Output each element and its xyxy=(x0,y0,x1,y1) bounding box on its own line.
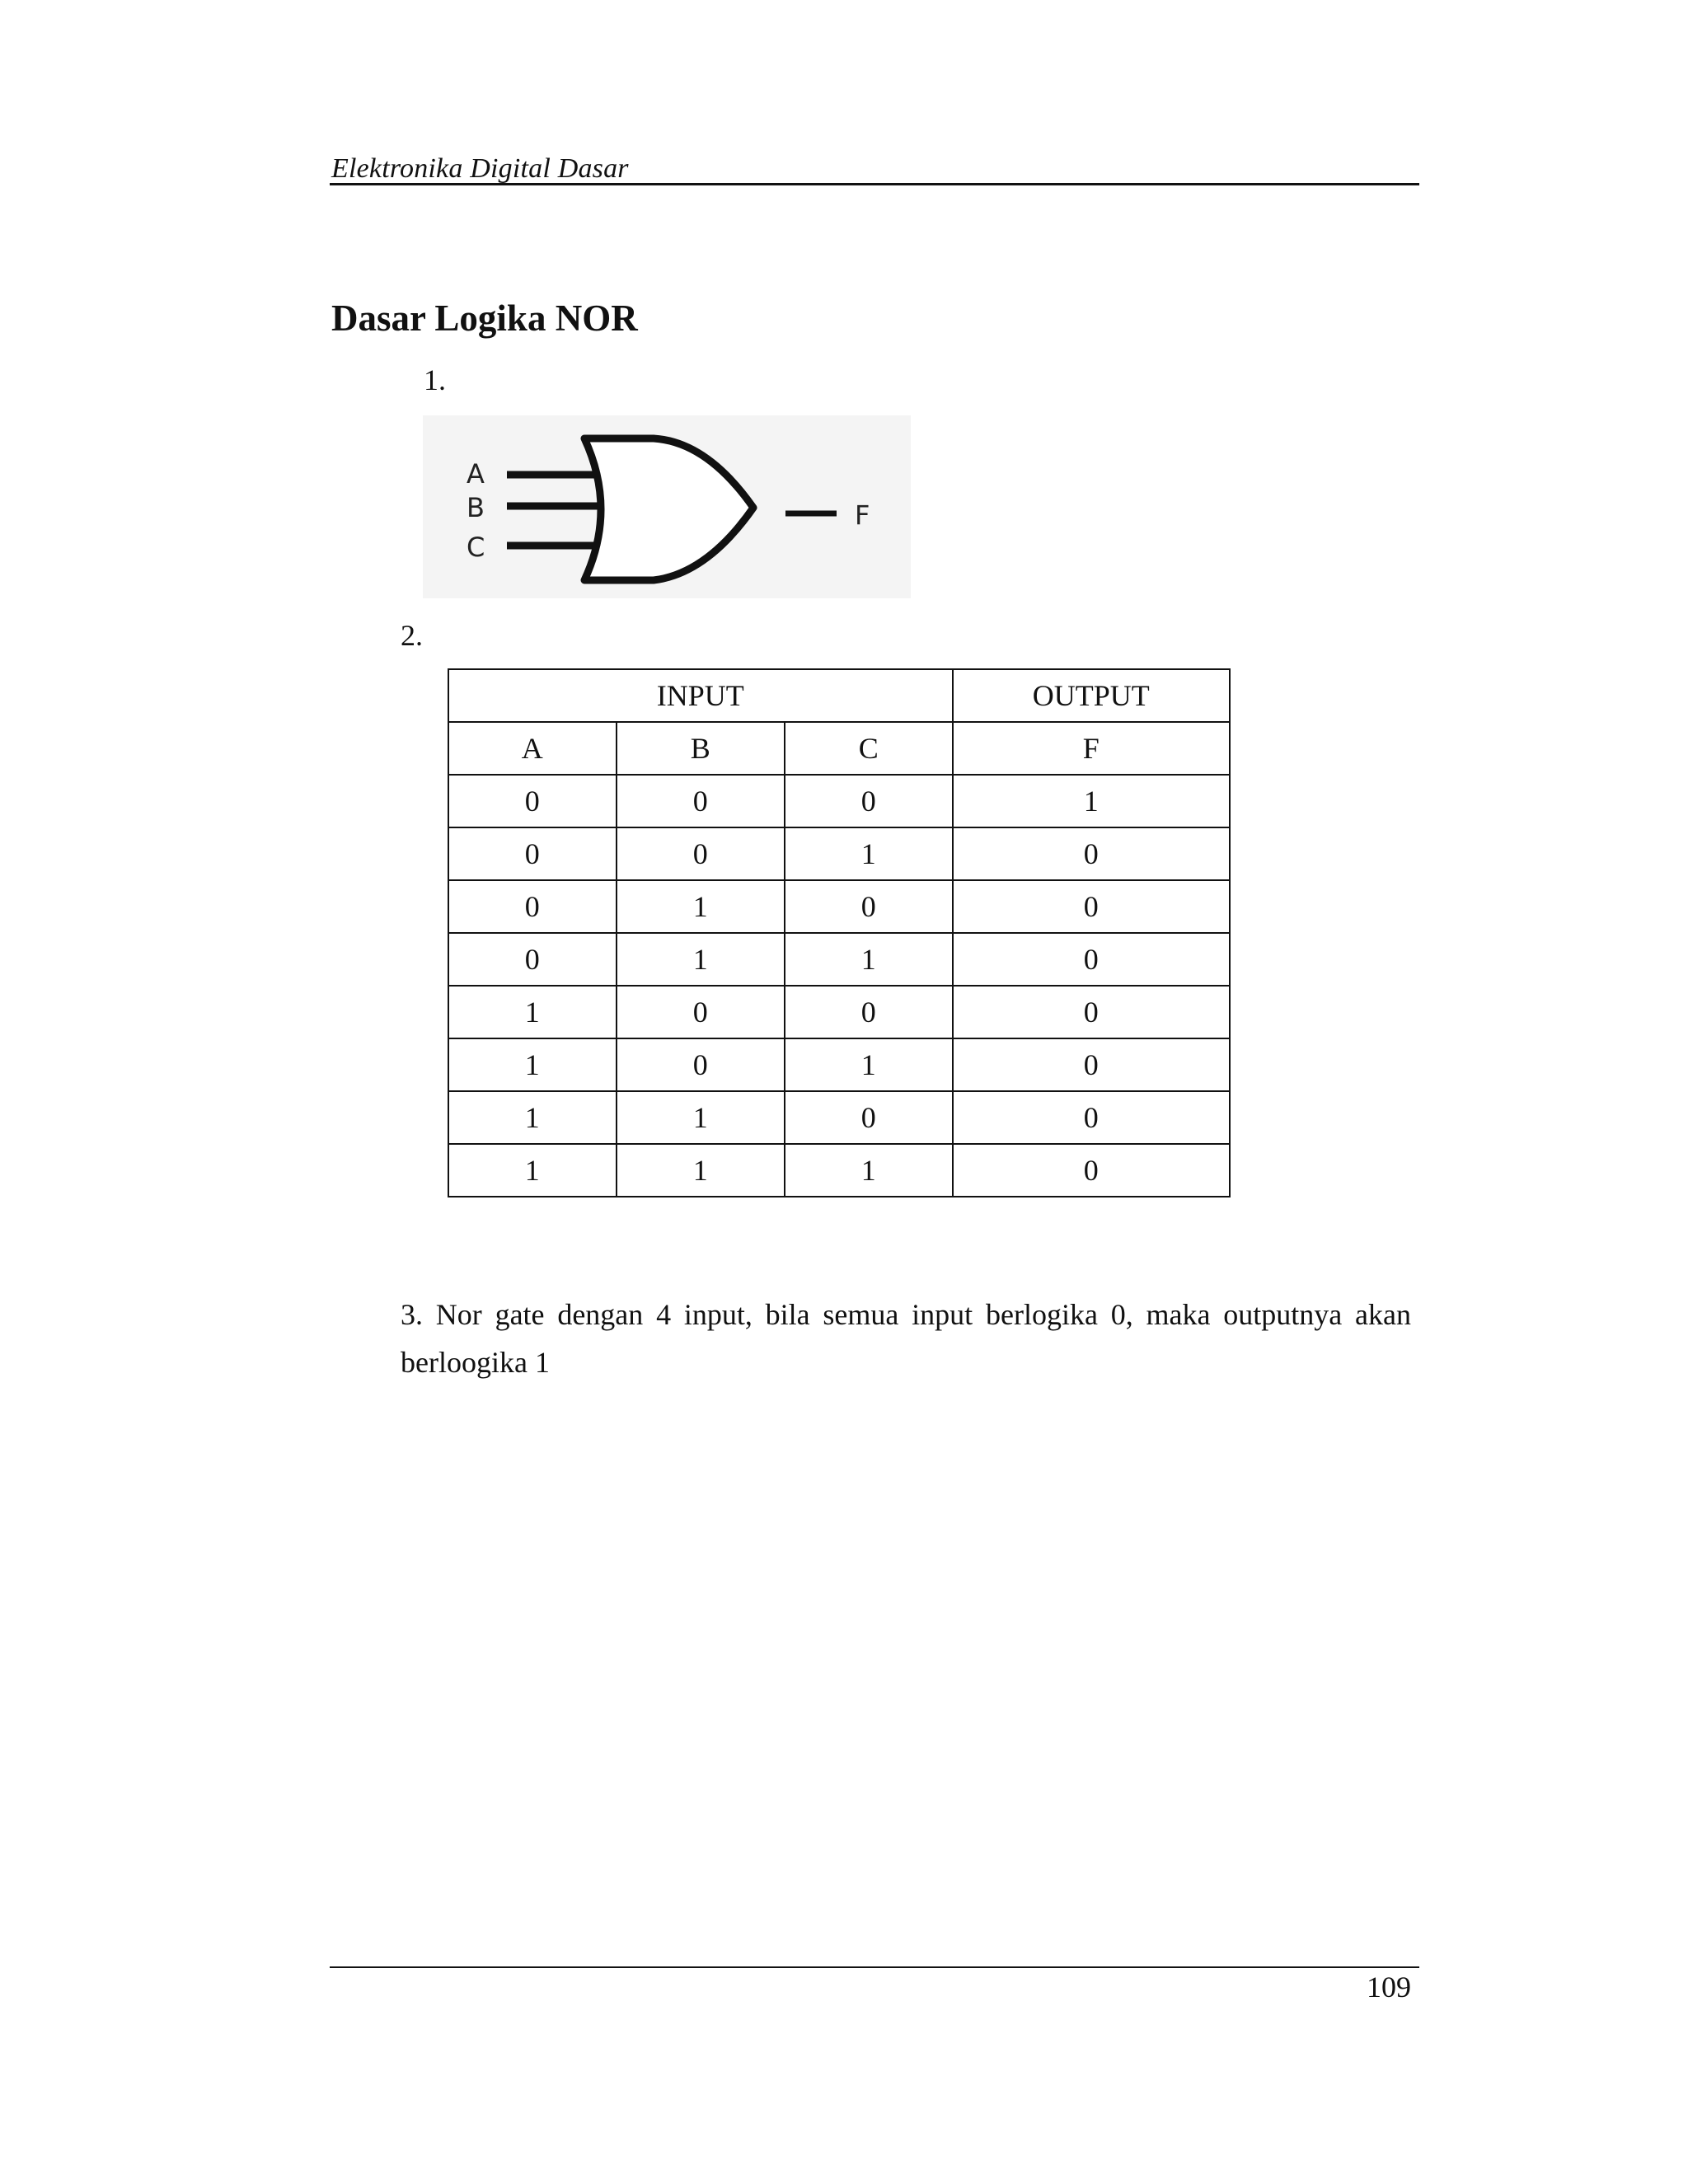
table-cell: 0 xyxy=(953,880,1230,933)
table-cell: 0 xyxy=(448,933,617,986)
table-cell: 0 xyxy=(953,933,1230,986)
table-cell: 0 xyxy=(953,1038,1230,1091)
gate-output-label: F xyxy=(855,499,870,531)
column-header: B xyxy=(617,722,785,775)
table-cell: 0 xyxy=(448,827,617,880)
gate-input-label: A xyxy=(467,458,485,490)
section-title: Dasar Logika NOR xyxy=(331,298,638,339)
table-column-header-row xyxy=(448,722,1230,775)
table-row xyxy=(448,1091,1230,1144)
table-row xyxy=(448,827,1230,880)
table-cell: 1 xyxy=(785,1038,953,1091)
table-cell: 1 xyxy=(953,775,1230,827)
table-cell: 1 xyxy=(448,1091,617,1144)
input-group-header: INPUT xyxy=(448,669,953,722)
table-cell: 0 xyxy=(785,1091,953,1144)
table-cell: 1 xyxy=(448,986,617,1038)
table-group-header-row xyxy=(448,669,1230,722)
table-row xyxy=(448,775,1230,827)
table-cell: 1 xyxy=(617,1091,785,1144)
table-cell: 0 xyxy=(617,827,785,880)
table-row xyxy=(448,880,1230,933)
column-header: A xyxy=(448,722,617,775)
column-header: F xyxy=(953,722,1230,775)
table-cell: 0 xyxy=(617,986,785,1038)
table-row xyxy=(448,933,1230,986)
table-row xyxy=(448,1038,1230,1091)
gate-input-label: C xyxy=(467,532,485,563)
item-number-2: 2. xyxy=(401,619,423,652)
table-row xyxy=(448,1144,1230,1197)
table-cell: 0 xyxy=(785,775,953,827)
table-cell: 1 xyxy=(448,1144,617,1197)
table-cell: 1 xyxy=(617,933,785,986)
table-cell: 0 xyxy=(785,880,953,933)
item-3-paragraph: 3. Nor gate dengan 4 input, bila semua input berlogika 0, maka outputnya akan berloogika 1 xyxy=(401,1298,1411,1379)
table-cell: 1 xyxy=(785,933,953,986)
table-cell: 1 xyxy=(785,827,953,880)
page-number: 109 xyxy=(1367,1971,1411,2004)
table-cell: 0 xyxy=(785,986,953,1038)
table-cell: 0 xyxy=(953,827,1230,880)
gate-input-label: B xyxy=(467,492,485,523)
item-number-1: 1. xyxy=(424,363,446,396)
table-row xyxy=(448,986,1230,1038)
table-cell: 0 xyxy=(617,775,785,827)
truth-table xyxy=(448,668,1231,1197)
table-cell: 0 xyxy=(953,986,1230,1038)
table-cell: 1 xyxy=(785,1144,953,1197)
footer-rule xyxy=(330,1966,1419,1968)
table-cell: 0 xyxy=(448,775,617,827)
running-title: Elektronika Digital Dasar xyxy=(331,153,629,184)
table-cell: 0 xyxy=(448,880,617,933)
table-cell: 0 xyxy=(953,1091,1230,1144)
table-cell: 0 xyxy=(953,1144,1230,1197)
table-cell: 1 xyxy=(617,1144,785,1197)
nor-gate-diagram xyxy=(423,415,911,598)
output-group-header: OUTPUT xyxy=(953,669,1230,722)
table-cell: 0 xyxy=(617,1038,785,1091)
nor-gate-symbol xyxy=(423,415,911,598)
nor-gate-body xyxy=(584,438,753,580)
running-header xyxy=(330,150,1419,185)
column-header: C xyxy=(785,722,953,775)
table-cell: 1 xyxy=(617,880,785,933)
table-cell: 1 xyxy=(448,1038,617,1091)
